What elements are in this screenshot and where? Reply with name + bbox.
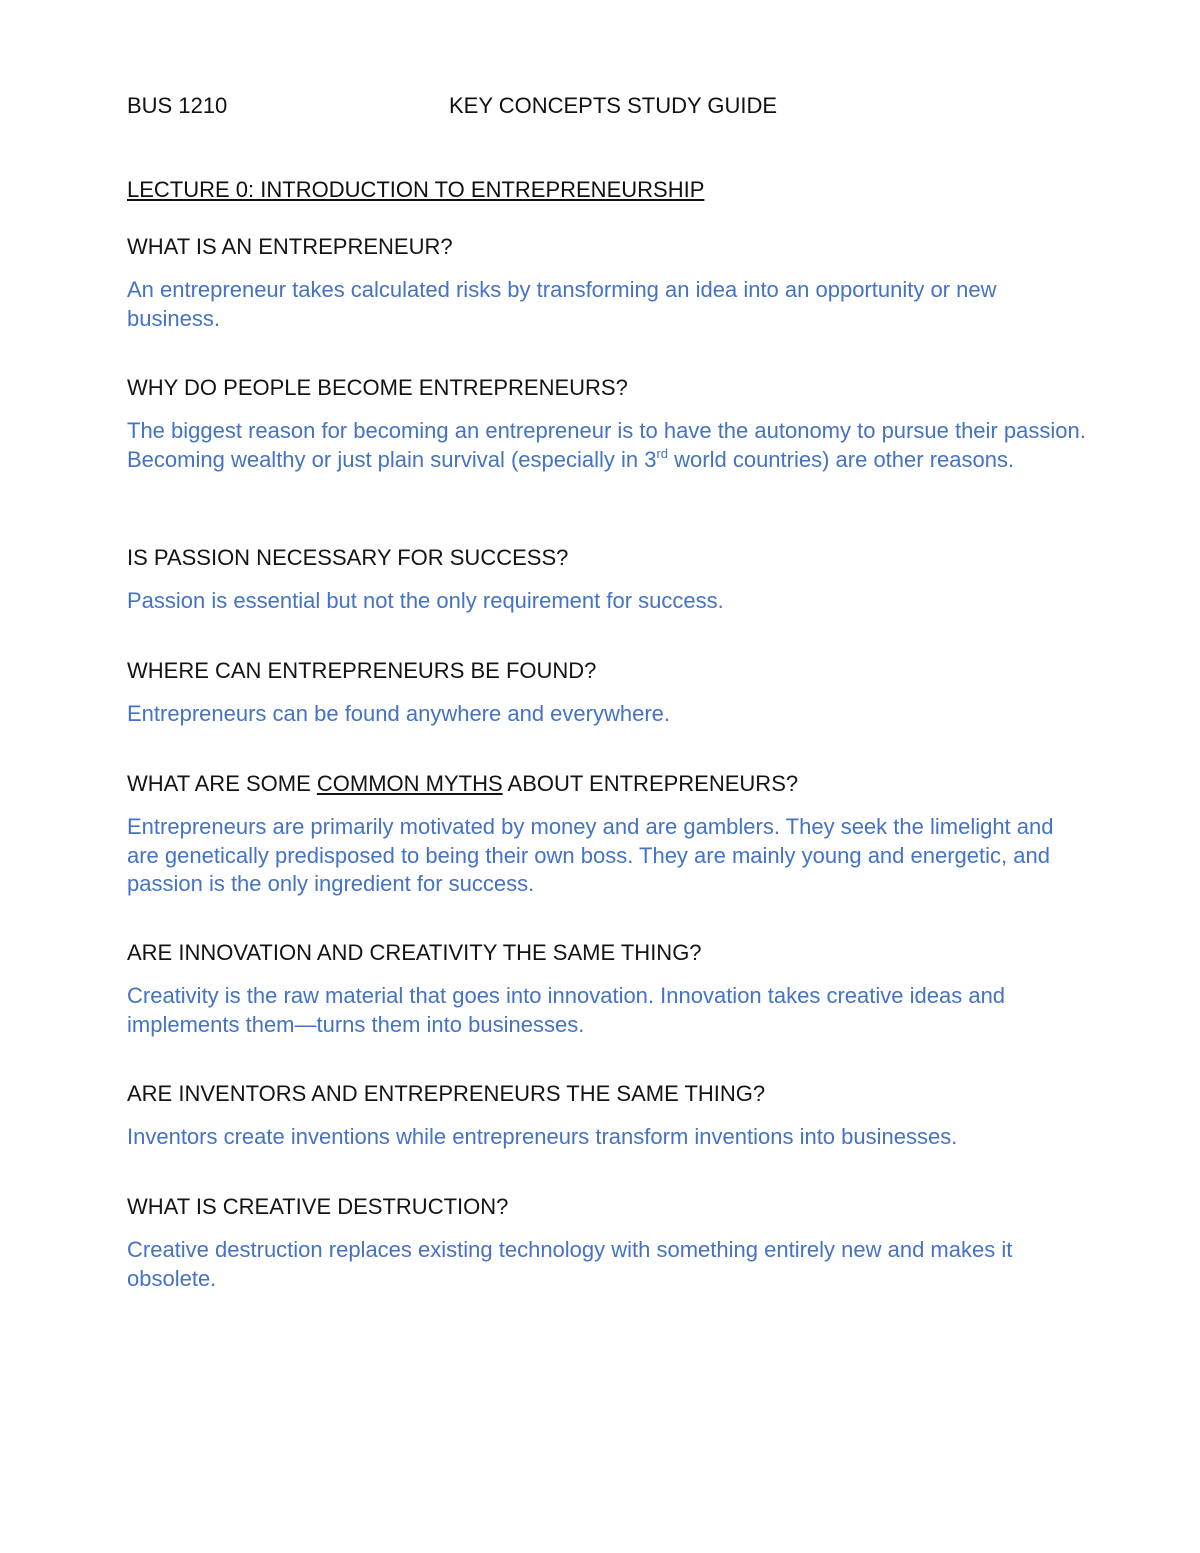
- question-6: ARE INNOVATION AND CREATIVITY THE SAME THING?: [127, 940, 702, 965]
- question-7: ARE INVENTORS AND ENTREPRENEURS THE SAME THING?: [127, 1081, 766, 1106]
- answer-6: Creativity is the raw material that goes into innovation. Innovation takes creative ideas and implements them—turns them into businesses.: [127, 983, 1006, 1037]
- question-3: IS PASSION NECESSARY FOR SUCCESS?: [127, 545, 569, 570]
- question-5-text-a: WHAT ARE SOME: [127, 771, 317, 796]
- answer-2-text-a: The biggest reason for becoming an entrepreneur is to have the autonomy to pursue their passion. Becoming wealthy or just plain survival (especially in 3: [127, 418, 1086, 472]
- question-5-underlined: COMMON MYTHS: [316, 771, 503, 796]
- lecture-heading: LECTURE 0: INTRODUCTION TO ENTREPRENEURSHIP: [127, 177, 705, 202]
- course-code: BUS 1210: [127, 93, 228, 118]
- question-5: [127, 770, 1087, 799]
- question-8: WHAT IS CREATIVE DESTRUCTION?: [127, 1194, 509, 1219]
- answer-7: Inventors create inventions while entrepreneurs transform inventions into businesses.: [127, 1124, 958, 1149]
- answer-2: [127, 417, 1087, 474]
- answer-2-superscript: rd: [656, 445, 669, 461]
- answer-4: Entrepreneurs can be found anywhere and everywhere.: [127, 701, 671, 726]
- question-1: WHAT IS AN ENTREPRENEUR?: [127, 234, 453, 259]
- answer-3: Passion is essential but not the only requirement for success.: [127, 588, 724, 613]
- answer-5: Entrepreneurs are primarily motivated by money and are gamblers. They seek the limelight and are genetically predisposed to being their own boss. They are mainly young and energetic, and passion is the only ingredient for success.: [127, 814, 1054, 896]
- question-4: WHERE CAN ENTREPRENEURS BE FOUND?: [127, 658, 597, 683]
- guide-title: KEY CONCEPTS STUDY GUIDE: [449, 93, 778, 118]
- answer-2-text-b: world countries) are other reasons.: [668, 446, 1015, 472]
- question-2: WHY DO PEOPLE BECOME ENTREPRENEURS?: [127, 375, 628, 400]
- answer-8: Creative destruction replaces existing technology with something entirely new and makes it obsolete.: [127, 1237, 1013, 1291]
- question-5-text-b: ABOUT ENTREPRENEURS?: [502, 771, 799, 796]
- answer-1: An entrepreneur takes calculated risks by transforming an idea into an opportunity or new business.: [127, 277, 997, 331]
